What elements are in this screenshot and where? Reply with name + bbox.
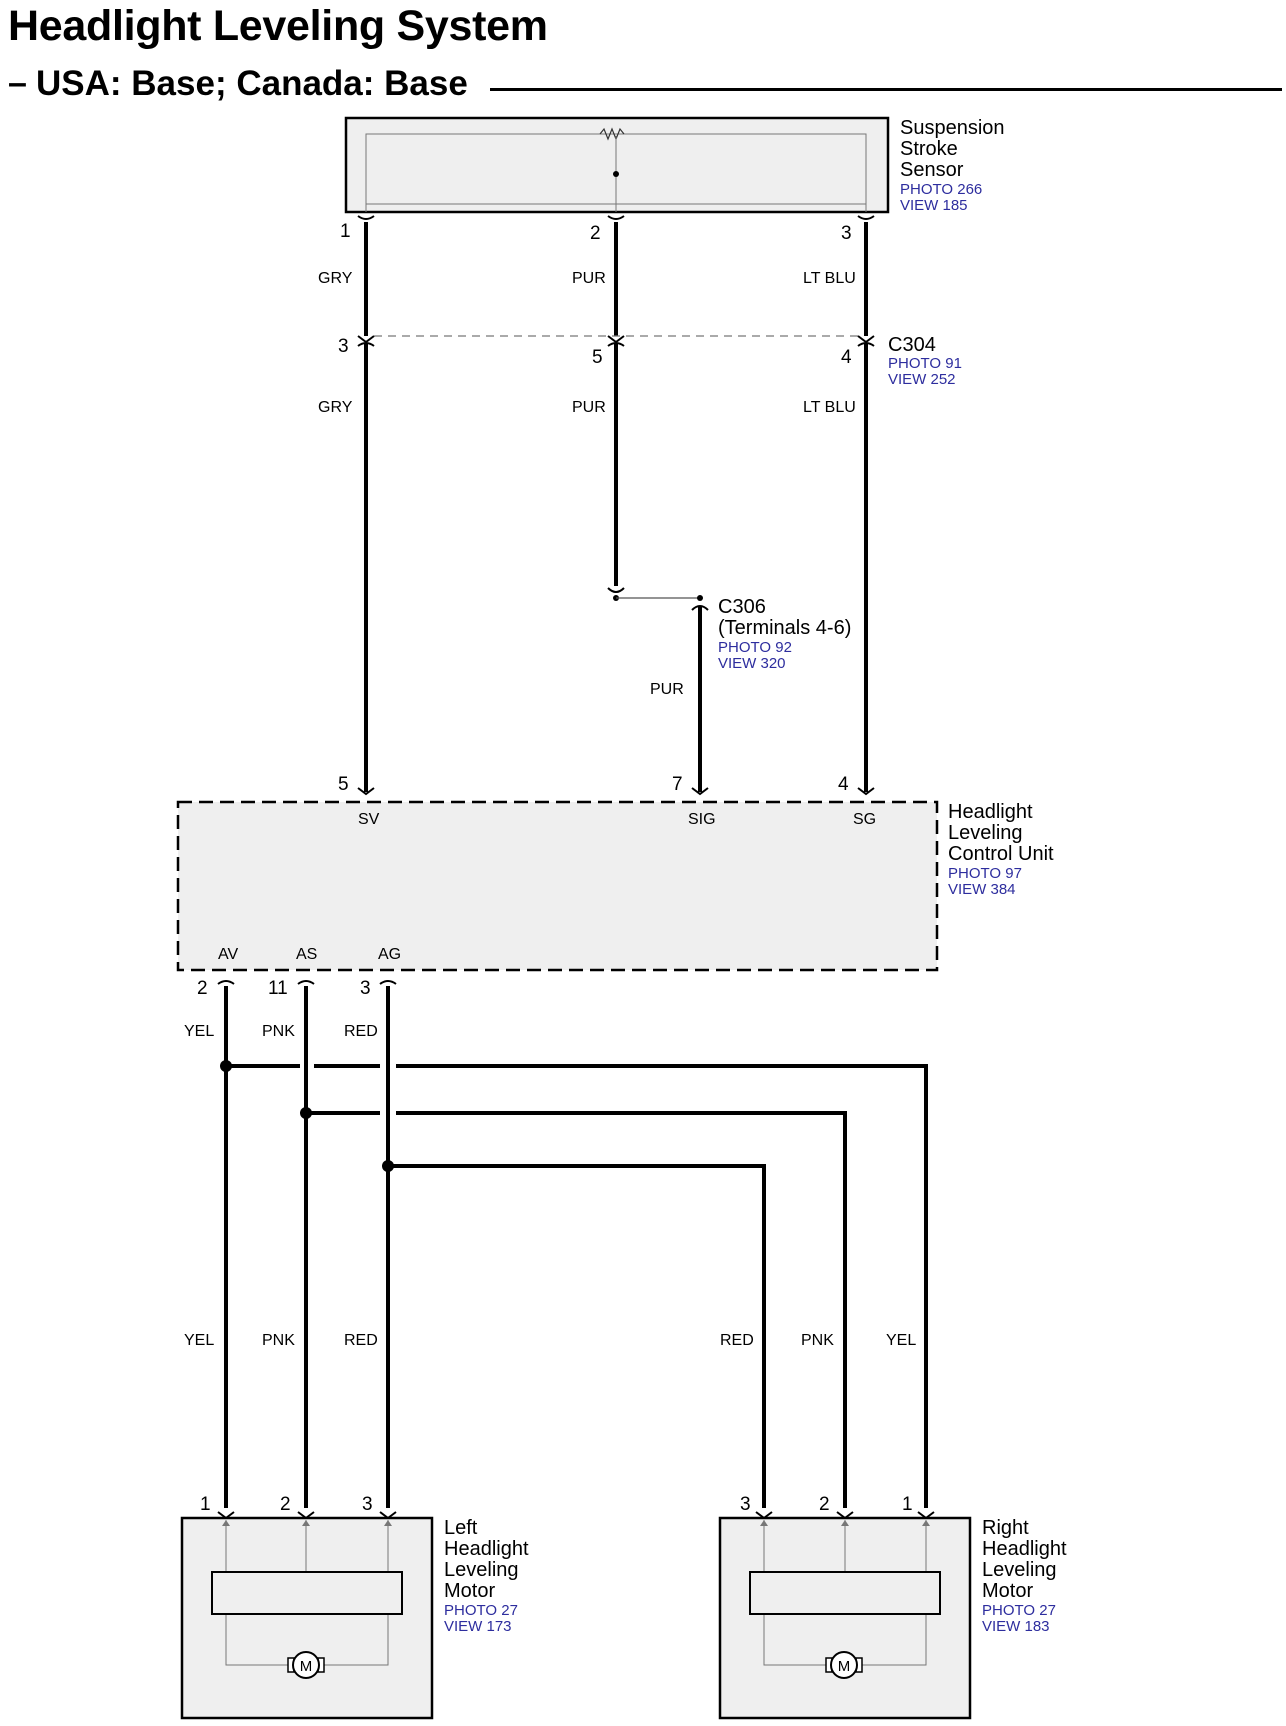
left-motor-view-link[interactable]: VIEW 173 xyxy=(444,1618,512,1635)
wire-label-left-yel: YEL xyxy=(184,1332,215,1349)
c304-pin-4: 4 xyxy=(841,347,852,368)
unit-pin-11: 11 xyxy=(268,978,288,999)
wire-label-pnk-1: PNK xyxy=(262,1023,295,1040)
wire-label-right-pnk: PNK xyxy=(801,1332,834,1349)
unit-term-av: AV xyxy=(218,946,239,963)
sensor-name-line-3: Sensor xyxy=(900,159,964,181)
unit-name-line-2: Leveling xyxy=(948,822,1023,844)
headlight-leveling-control-unit[interactable] xyxy=(178,788,937,984)
left-motor-pin-1: 1 xyxy=(200,1494,211,1515)
c306-name: C306 xyxy=(718,596,766,618)
sensor-name-line-1: Suspension xyxy=(900,117,1005,139)
unit-view-link[interactable]: VIEW 384 xyxy=(948,881,1016,898)
wire-label-ltblu-2: LT BLU xyxy=(803,399,856,416)
wire-label-gry-1: GRY xyxy=(318,270,353,287)
left-motor-name-line-1: Left xyxy=(444,1517,478,1539)
right-motor-name-line-2: Headlight xyxy=(982,1538,1067,1560)
unit-pin-7: 7 xyxy=(672,774,683,795)
left-headlight-leveling-motor[interactable] xyxy=(182,1512,432,1718)
unit-term-as: AS xyxy=(296,946,318,963)
pin-terminals-top xyxy=(358,216,874,219)
left-motor-photo-link[interactable]: PHOTO 27 xyxy=(444,1602,518,1619)
wire-label-left-red: RED xyxy=(344,1332,378,1349)
c304-pin-3: 3 xyxy=(338,336,349,357)
wires-unit-outputs xyxy=(226,986,926,1508)
wire-label-ltblu-1: LT BLU xyxy=(803,270,856,287)
unit-term-sg: SG xyxy=(853,811,877,828)
wire-label-pur-1: PUR xyxy=(572,270,606,287)
c306-photo-link[interactable]: PHOTO 92 xyxy=(718,639,792,656)
c304-pin-5: 5 xyxy=(592,347,603,368)
wire-label-left-pnk: PNK xyxy=(262,1332,295,1349)
right-motor-symbol: M xyxy=(837,1658,851,1675)
c306-view-link[interactable]: VIEW 320 xyxy=(718,655,786,672)
suspension-stroke-sensor[interactable] xyxy=(346,118,888,212)
left-motor-pin-3: 3 xyxy=(362,1494,373,1515)
right-motor-pin-3: 3 xyxy=(740,1494,751,1515)
right-motor-name-line-3: Leveling xyxy=(982,1559,1057,1581)
left-motor-name-line-2: Headlight xyxy=(444,1538,529,1560)
unit-term-sig: SIG xyxy=(688,811,716,828)
right-motor-view-link[interactable]: VIEW 183 xyxy=(982,1618,1050,1635)
wire-label-red-1: RED xyxy=(344,1023,378,1040)
sensor-view-link[interactable]: VIEW 185 xyxy=(900,197,968,214)
wire-label-gry-2: GRY xyxy=(318,399,353,416)
unit-pin-4: 4 xyxy=(838,774,849,795)
left-motor-symbol: M xyxy=(299,1658,313,1675)
wires-sensor-to-c304 xyxy=(366,222,866,336)
wires-c304-to-unit xyxy=(366,344,866,792)
sensor-name-line-2: Stroke xyxy=(900,138,958,160)
c306-connector[interactable] xyxy=(608,588,708,610)
wire-label-pur-2: PUR xyxy=(572,399,606,416)
right-motor-photo-link[interactable]: PHOTO 27 xyxy=(982,1602,1056,1619)
subtitle-dash: – xyxy=(8,64,27,102)
unit-pin-3: 3 xyxy=(360,978,371,999)
c304-name: C304 xyxy=(888,334,936,356)
right-motor-pin-2: 2 xyxy=(819,1494,830,1515)
page-title: Headlight Leveling System xyxy=(8,2,548,50)
wire-label-right-red: RED xyxy=(720,1332,754,1349)
left-motor-pin-2: 2 xyxy=(280,1494,291,1515)
unit-photo-link[interactable]: PHOTO 97 xyxy=(948,865,1022,882)
sensor-pin-3: 3 xyxy=(841,223,852,244)
left-motor-name-line-4: Motor xyxy=(444,1580,496,1602)
c306-terminals: (Terminals 4-6) xyxy=(718,617,852,639)
unit-name-line-3: Control Unit xyxy=(948,843,1054,865)
unit-name-line-1: Headlight xyxy=(948,801,1033,823)
unit-term-sv: SV xyxy=(358,811,380,828)
right-motor-name-line-1: Right xyxy=(982,1517,1029,1539)
unit-pin-5: 5 xyxy=(338,774,349,795)
sensor-pin-2: 2 xyxy=(590,223,601,244)
left-motor-name-line-3: Leveling xyxy=(444,1559,519,1581)
wire-label-right-yel: YEL xyxy=(886,1332,917,1349)
wire-label-pur-3: PUR xyxy=(650,681,684,698)
c304-photo-link[interactable]: PHOTO 91 xyxy=(888,355,962,372)
page-subtitle: USA: Base; Canada: Base xyxy=(36,64,468,103)
sensor-pin-1: 1 xyxy=(340,221,351,242)
right-motor-pin-1: 1 xyxy=(902,1494,913,1515)
c304-view-link[interactable]: VIEW 252 xyxy=(888,371,956,388)
wire-label-yel-1: YEL xyxy=(184,1023,215,1040)
sensor-photo-link[interactable]: PHOTO 266 xyxy=(900,181,983,198)
unit-term-ag: AG xyxy=(378,946,402,963)
right-headlight-leveling-motor[interactable] xyxy=(720,1512,970,1718)
right-motor-name-line-4: Motor xyxy=(982,1580,1034,1602)
unit-pin-2: 2 xyxy=(197,978,208,999)
